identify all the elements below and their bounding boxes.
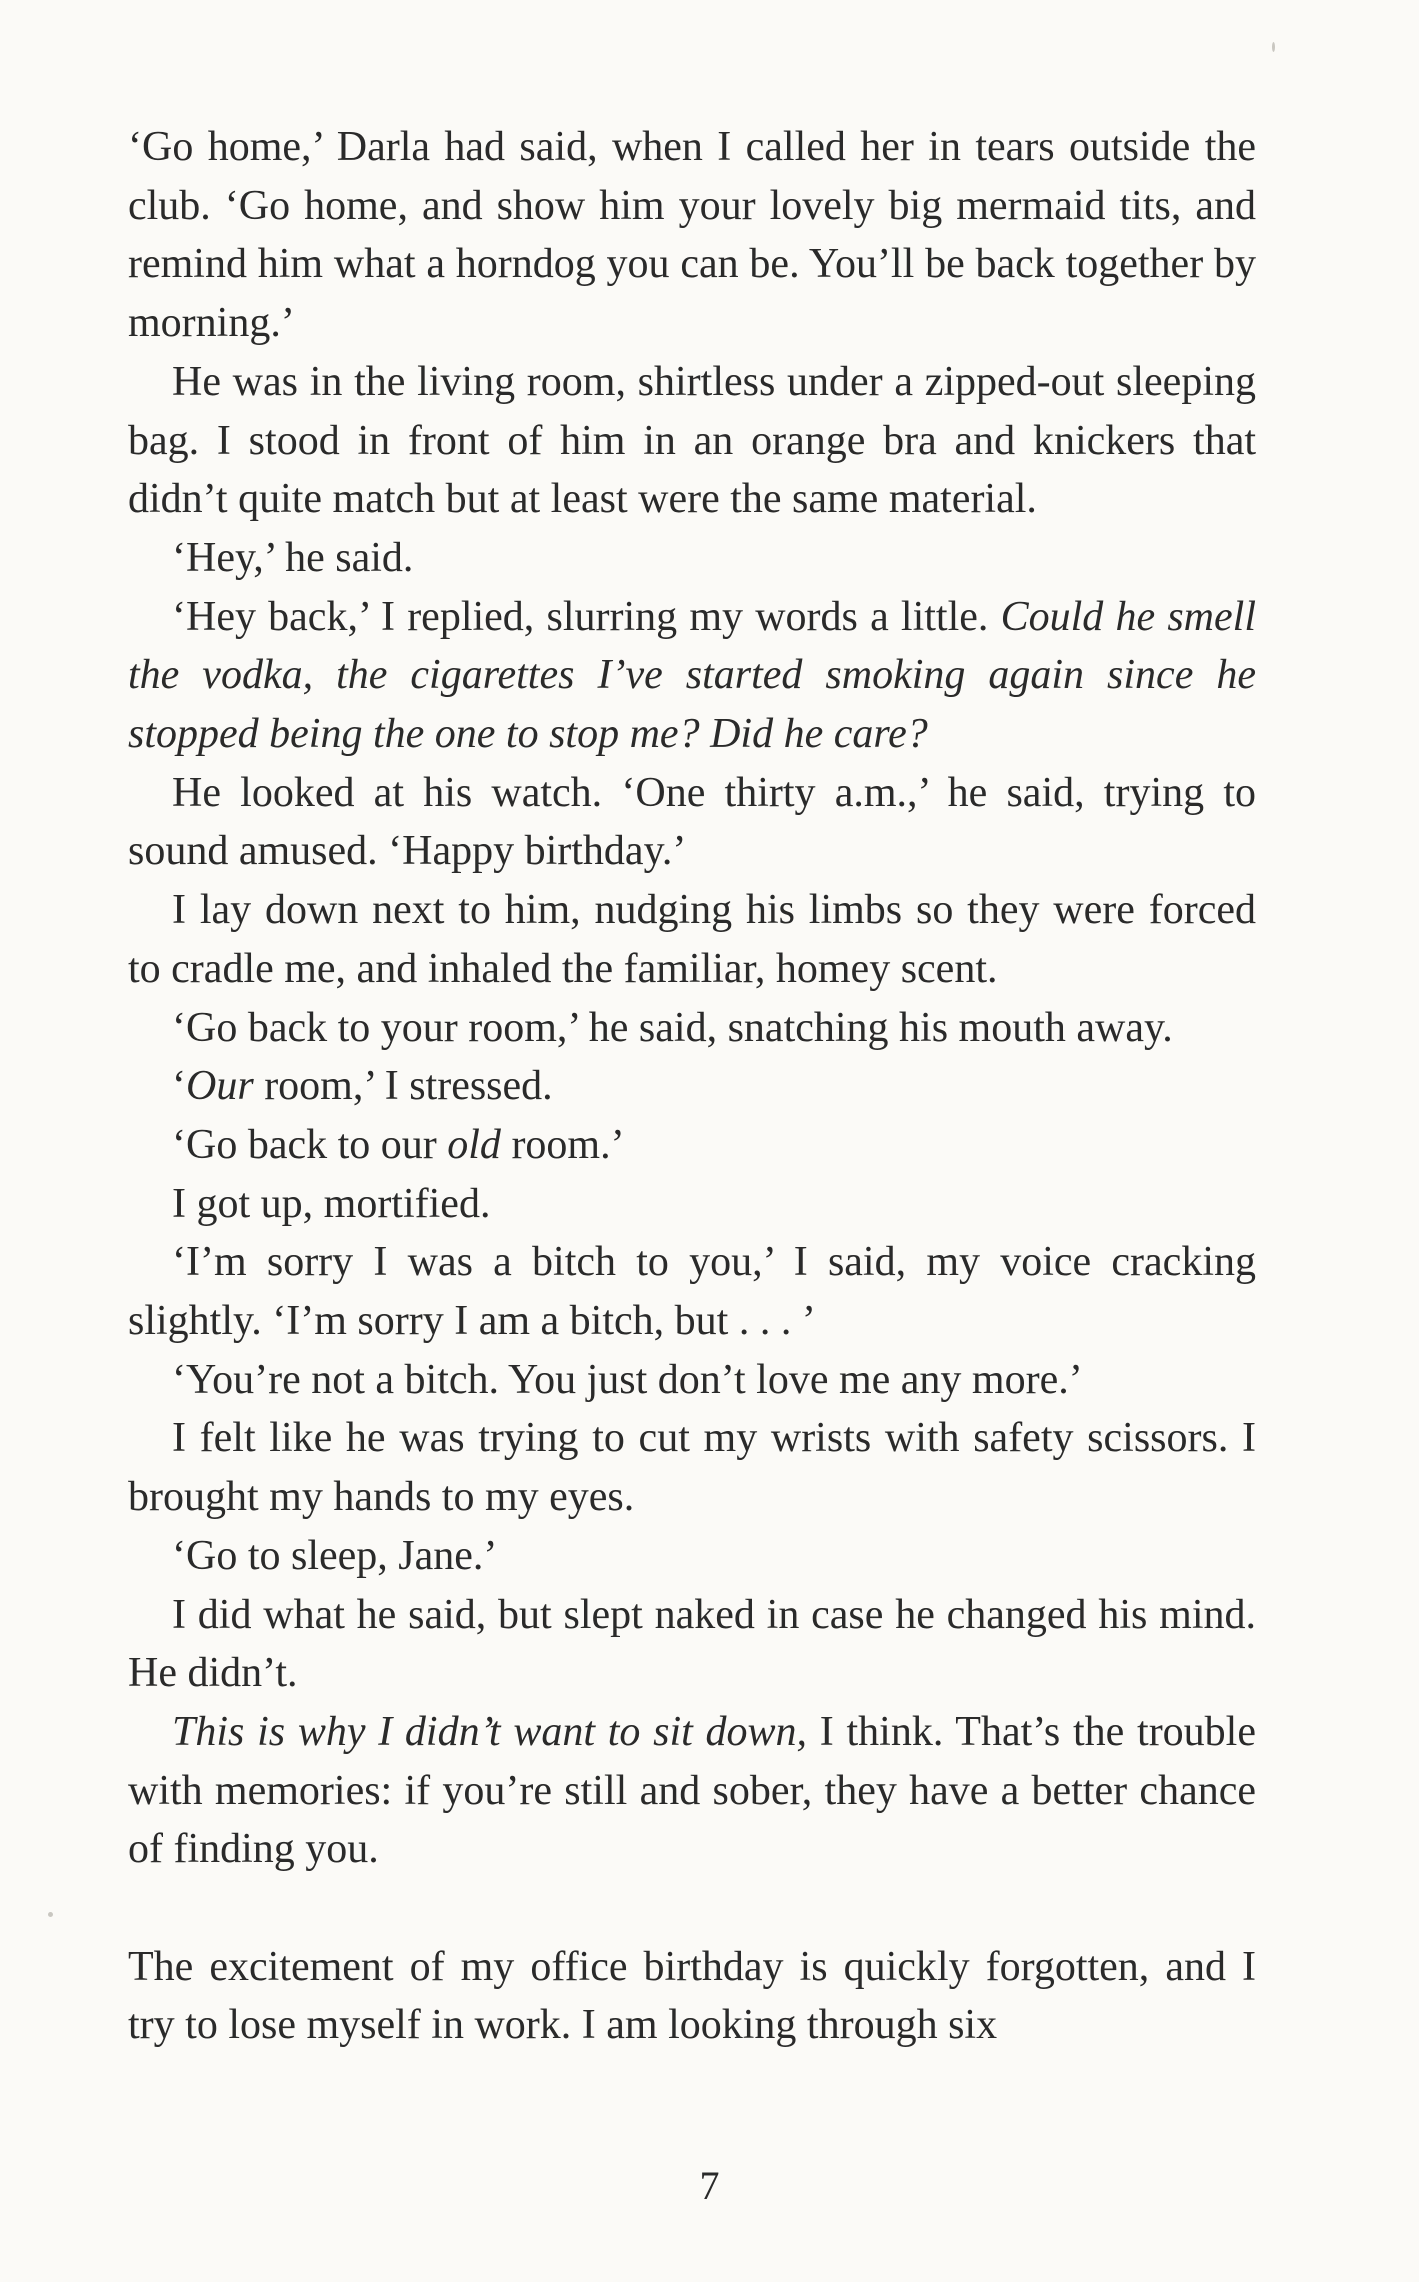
paragraph: This is why I didn’t want to sit down, I think. That’s the trouble with memories: if you’re still and sober, they have a better chance of finding you. — [128, 1708, 1256, 1873]
paragraph: ‘Go back to our old room.’ — [172, 1121, 625, 1168]
paper-speck — [48, 1912, 53, 1917]
paragraph: ‘Go to sleep, Jane.’ — [172, 1532, 498, 1579]
paragraph: ‘Our room,’ I stressed. — [172, 1063, 553, 1110]
paper-speck — [1272, 42, 1275, 52]
body-text — [128, 118, 1256, 2055]
italic-emphasis: old — [447, 1121, 501, 1168]
paragraph: ‘Go home,’ Darla had said, when I called her in tears outside the club. ‘Go home, and show him your lovely big mermaid tits, and remind him what a horndog you can be. You’ll be back together by morning.’ — [128, 124, 1256, 347]
paragraph: I felt like he was trying to cut my wrists with safety scissors. I brought my hands to my eyes. — [128, 1415, 1256, 1521]
paragraph: ‘I’m sorry I was a bitch to you,’ I said, my voice cracking slightly. ‘I’m sorry I am a bitch, but . . . ’ — [128, 1239, 1256, 1345]
page-number: 7 — [699, 2163, 720, 2208]
paragraph: ‘You’re not a bitch. You just don’t love me any more.’ — [172, 1356, 1083, 1403]
paragraph: He looked at his watch. ‘One thirty a.m.,’ he said, trying to sound amused. ‘Happy birthday.’ — [128, 769, 1256, 875]
paragraph: I got up, mortified. — [172, 1180, 491, 1227]
italic-thought: This is why I didn’t want to sit down, — [172, 1708, 808, 1755]
italic-emphasis: Our — [186, 1063, 254, 1110]
paragraph: ‘Hey back,’ I replied, slurring my words a little. Could he smell the vodka, the cigarettes I’ve started smoking again since he stopped being the one to stop me? Did he care? — [128, 593, 1256, 758]
italic-thought: Could he smell the vodka, the cigarettes I’ve started smoking again since he stopped being the one to stop me? Did he care? — [128, 593, 1256, 758]
paragraph: ‘Go back to your room,’ he said, snatching his mouth away. — [172, 1004, 1173, 1051]
paragraph: The excitement of my office birthday is quickly forgotten, and I try to lose myself in work. I am looking through six — [128, 1943, 1256, 2049]
paragraph: He was in the living room, shirtless under a zipped-out sleeping bag. I stood in front of him in an orange bra and knickers that didn’t quite match but at least were the same material. — [128, 358, 1256, 523]
paragraph: I lay down next to him, nudging his limbs so they were forced to cradle me, and inhaled the familiar, homey scent. — [128, 887, 1256, 992]
paragraph: I did what he said, but slept naked in case he changed his mind. He didn’t. — [128, 1591, 1256, 1697]
paragraph: ‘Hey,’ he said. — [172, 534, 414, 581]
